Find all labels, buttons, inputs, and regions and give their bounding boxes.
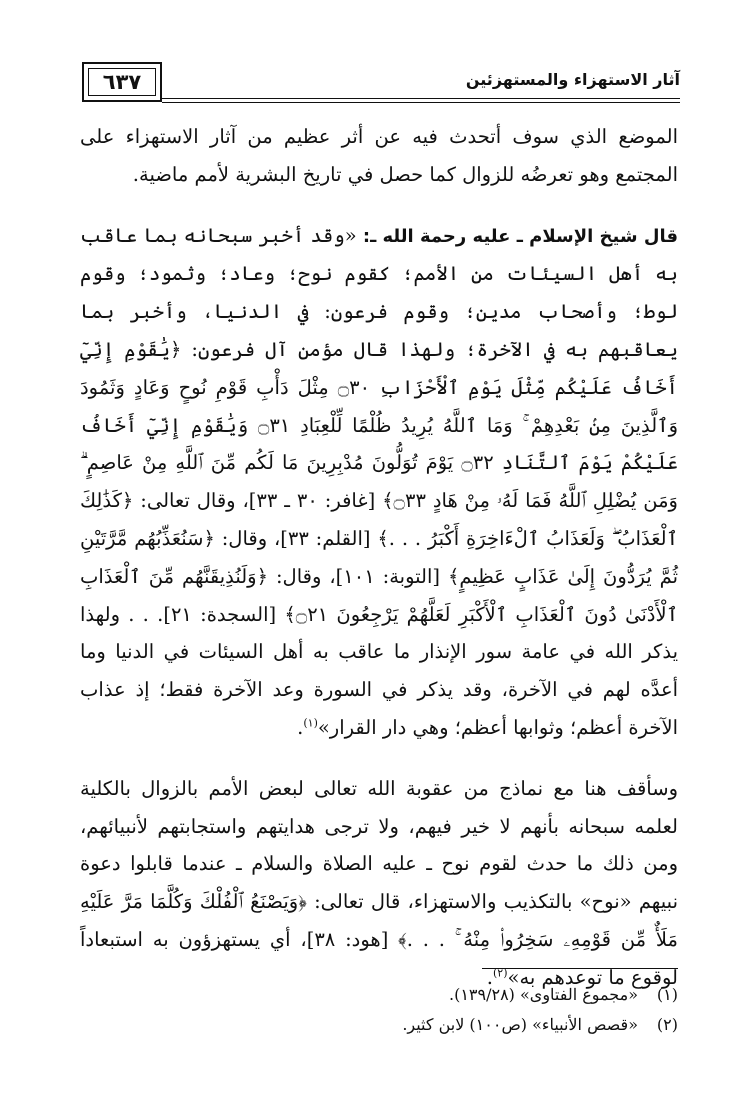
page-header	[82, 62, 680, 108]
sentence-end: .	[297, 715, 304, 739]
page-number-box	[82, 62, 162, 102]
header-rule-thin	[162, 102, 680, 103]
quran-verse: ﴿سَنُعَذِّبُهُم مَّرَّتَيْنِ ثُمَّ يُرَدُّونَ إِلَىٰ عَذَابٍ عَظِيمٍ﴾	[80, 526, 678, 588]
quran-verse: ﴿يَٰقَوْمِ إِنِّيٓ أَخَافُ عَلَيْكُم مِّثْلَ يَوْمِ ٱلْأَحْزَابِ ۝٣٠ مِثْلَ دَأْبِ قَوْمِ نُوحٍ وَعَادٍ وَثَمُودَ وَٱلَّذِينَ مِنۢ بَعْدِهِمْ ۚ وَمَا ٱللَّهُ يُرِيدُ ظُلْمًا لِّلْعِبَادِ ۝٣١ وَيَٰقَوْمِ إِنِّيٓ أَخَافُ عَلَيْكُمْ يَوْمَ ٱلتَّنَادِ ۝٣٢ يَوْمَ تُوَلُّونَ مُدْبِرِينَ مَا لَكُم مِّنَ ٱللَّهِ مِنْ عَاصِمٍ ۗ وَمَن يُضْلِلِ ٱللَّهُ فَمَا لَهُۥ مِنْ هَادٍ ۝٣٣﴾	[80, 337, 678, 513]
body-text	[80, 118, 678, 997]
footnote-number: (٢)	[656, 1015, 678, 1034]
sentence-end: .	[486, 965, 493, 989]
running-title: آثار الاستهزاء والمستهزئين	[465, 70, 680, 89]
footnote-text: «مجموع الفتاوى» (١٣٩/٢٨).	[448, 985, 638, 1004]
body-text-run: [هود: ٣٨]، أي يستهزؤون به استبعاداً لوقوع ما توعدهم به»	[80, 927, 678, 989]
quote-text: [السجدة: ٢١]. . . ولهذا يذكر الله في عامة سور الإنذار ما عاقب به أهل السيئات في الدنيا وما أعدَّه لهم في الآخرة، وقد يذكر في السورة وعد الآخرة فقط؛ إذ عذاب الآخرة أعظم؛ وثوابها أعظم؛ وهي دار القرار»	[80, 602, 678, 739]
footnote-text: «قصص الأنبياء» (ص١٠٠) لابن كثير.	[402, 1015, 638, 1034]
paragraph-noah	[80, 770, 678, 997]
footnote-ref[interactable]: (١)	[303, 716, 318, 730]
footnote-item	[80, 980, 678, 1010]
footnote-separator	[482, 968, 678, 969]
footnote-ref[interactable]: (٢)	[493, 966, 508, 980]
header-rule	[162, 98, 680, 99]
footnotes	[80, 980, 678, 1040]
quote-text: [القلم: ٣٣]، وقال:	[214, 526, 378, 550]
quote-lead: قال شيخ الإسلام ـ عليه رحمة الله ـ:	[362, 225, 678, 247]
page-number: ٦٣٧	[88, 68, 156, 96]
body-text-run: وسأقف هنا مع نماذج من عقوبة الله تعالى لبعض الأمم بالزوال بالكلية لعلمه سبحانه بأنهم لا خير فيهم، ولا ترجى هدايتهم واستجابتهم لأنبيائهم، ومن ذلك ما حدث لقوم نوح ـ عليه الصلاة والسلام ـ عندما قابلوا دعوة نبيهم «نوح» بالتكذيب والاستهزاء، قال تعالى:	[80, 776, 678, 914]
quran-verse: ﴿وَلَنُذِيقَنَّهُم مِّنَ ٱلْعَذَابِ ٱلْأَدْنَىٰ دُونَ ٱلْعَذَابِ ٱلْأَكْبَرِ لَعَلَّهُمْ يَرْجِعُونَ ۝٢١﴾	[80, 564, 678, 626]
paragraph-gap	[80, 194, 678, 217]
quote-text: [غافر: ٣٠ ـ ٣٣]، وقال تعالى:	[133, 489, 383, 513]
footnote-item	[80, 1010, 678, 1040]
paragraph-quote	[80, 217, 678, 747]
quran-verse: ﴿وَيَصْنَعُ ٱلْفُلْكَ وَكُلَّمَا مَرَّ عَلَيْهِ مَلَأٌ مِّن قَوْمِهِۦ سَخِرُوا۟ مِنْهُ ۚ . . .﴾	[80, 890, 678, 951]
quran-verse: ﴿كَذَٰلِكَ ٱلْعَذَابُ ۖ وَلَعَذَابُ ٱلْءَاخِرَةِ أَكْبَرُ . . .﴾	[80, 489, 679, 550]
paragraph-gap	[80, 747, 678, 770]
quote-text: «وقد أخبر سبحانه بما عاقب به أهل السيئات من الأمم؛ كقوم نوح؛ وعاد؛ وثمود؛ وقوم لوط؛ وأصحاب مدين؛ وقوم فرعون: في الدنيا، وأخبر بما يعاقبهم به في الآخرة؛ ولهذا قال مؤمن آل فرعون:	[80, 223, 678, 361]
paragraph-intro: الموضع الذي سوف أتحدث فيه عن أثر عظيم من آثار الاستهزاء على المجتمع وهو تعرضُه للزوال كما حصل في تاريخ البشرية لأمم ماضية.	[80, 125, 678, 186]
footnote-number: (١)	[656, 985, 678, 1004]
quote-text: [التوبة: ١٠١]، وقال:	[268, 564, 448, 588]
